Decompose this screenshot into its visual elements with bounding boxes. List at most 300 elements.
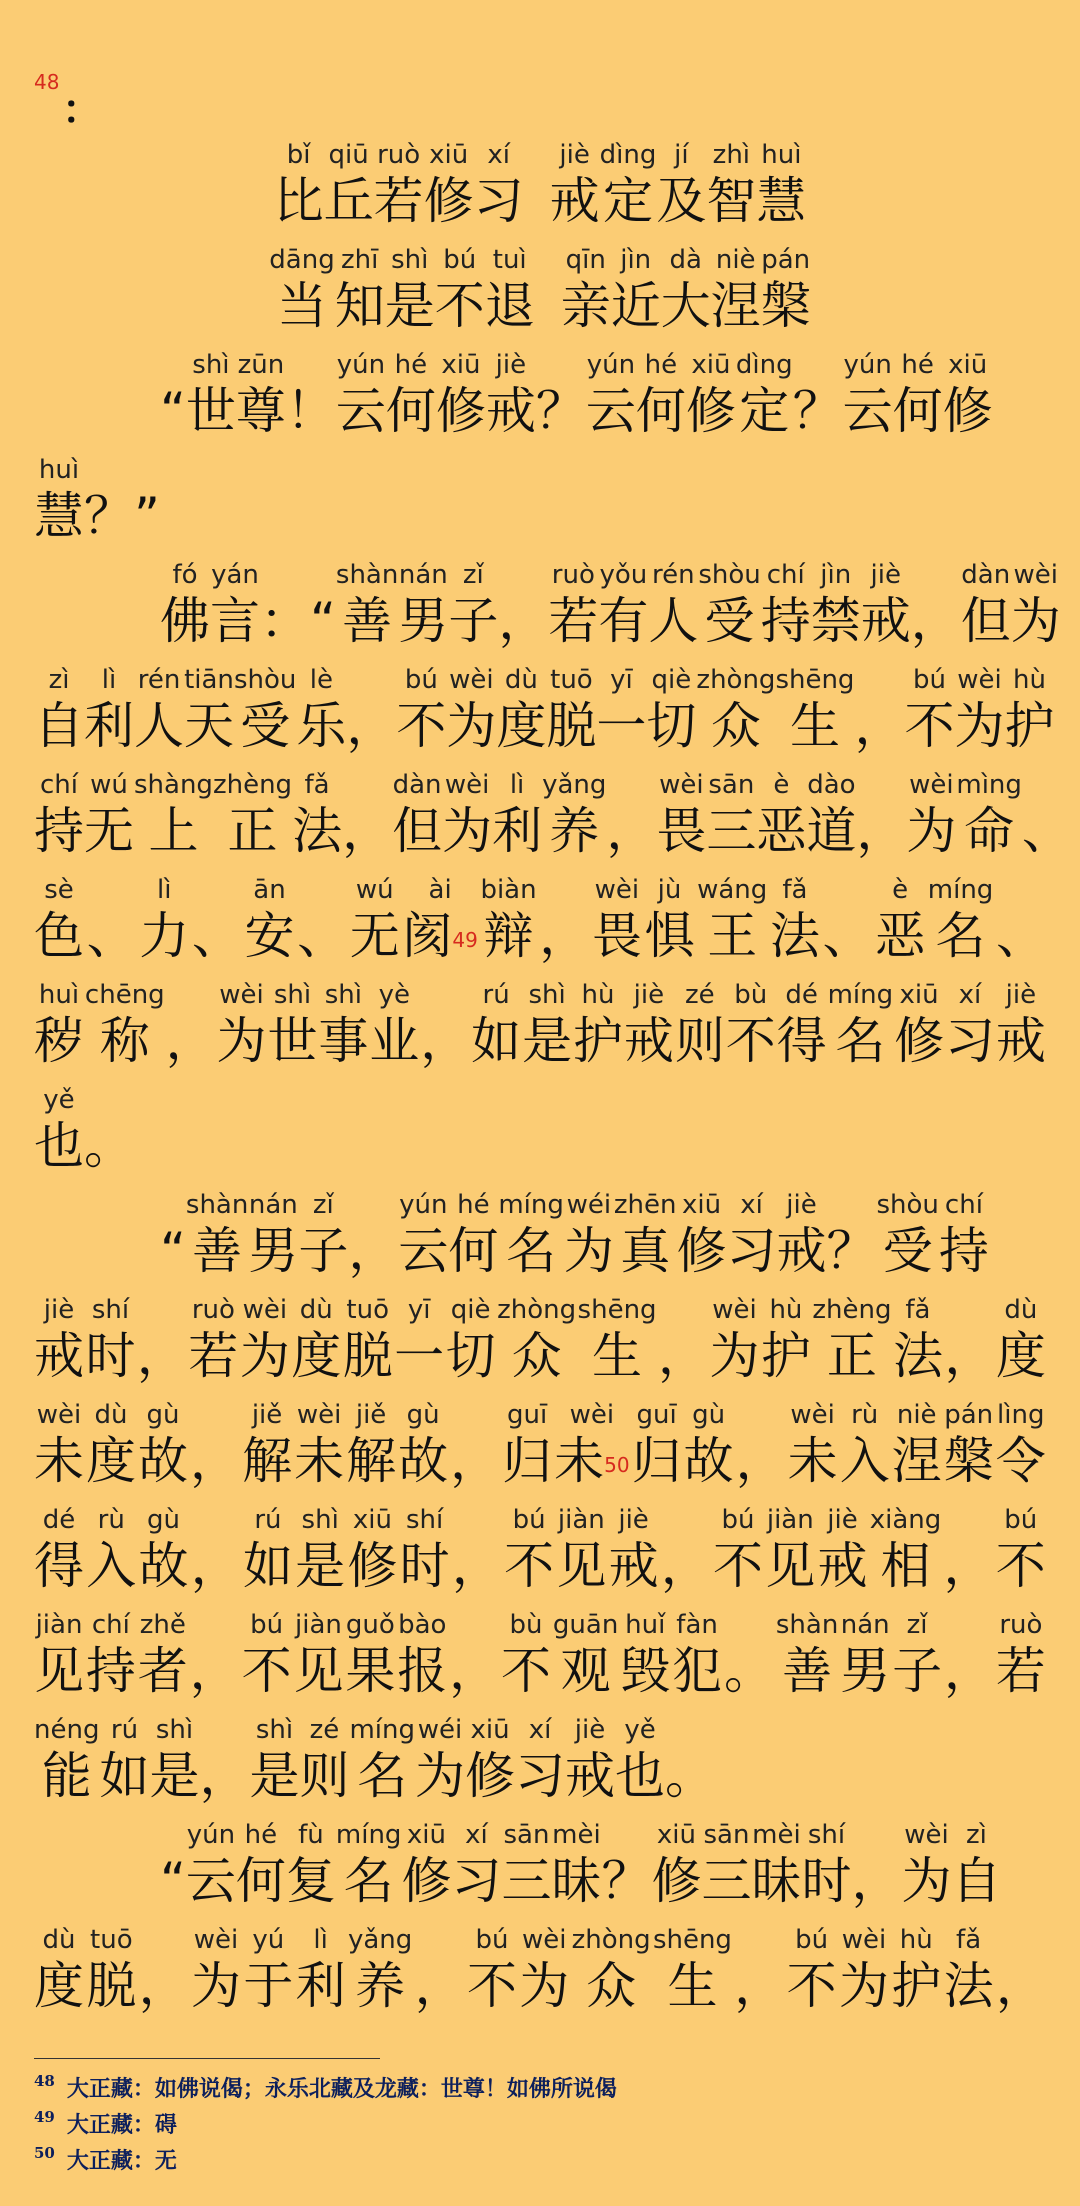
char-with-pinyin [293, 1610, 343, 1702]
hanzi: 众 [511, 1327, 562, 1385]
hanzi: 一 [394, 1327, 445, 1385]
char-with-pinyin [632, 1400, 682, 1492]
hanzi: 修 [423, 172, 474, 230]
pinyin: dù [42, 1925, 76, 1955]
pinyin: wèi [193, 1925, 239, 1955]
hanzi: 道 [806, 802, 857, 860]
hanzi-wrap [964, 800, 1014, 862]
hanzi-wrap [790, 695, 840, 757]
char-with-pinyin [134, 455, 160, 547]
hanzi: 涅 [891, 1432, 942, 1490]
hanzi-wrap [374, 170, 424, 232]
hanzi: 也 [34, 1117, 84, 1175]
char-with-pinyin [343, 1295, 393, 1387]
hanzi: 云 [335, 382, 386, 440]
char-with-pinyin [684, 1400, 734, 1492]
pinyin: sān [503, 1820, 550, 1850]
char-with-pinyin [448, 560, 498, 652]
pinyin: jí [674, 140, 689, 170]
hanzi: 为 [415, 1747, 466, 1805]
hanzi-wrap [240, 1325, 290, 1387]
pinyin: fǎ [782, 875, 808, 905]
hanzi-wrap [291, 1325, 341, 1387]
char-with-pinyin [572, 1925, 651, 2017]
pinyin: tuō [90, 1925, 133, 1955]
char-with-pinyin [611, 245, 661, 337]
hanzi: 众 [586, 1957, 637, 2015]
pinyin: dāng [269, 245, 335, 275]
hanzi: 习 [451, 1852, 502, 1910]
text-line [34, 875, 1046, 967]
hanzi: 是 [522, 1012, 573, 1070]
char-with-pinyin [606, 770, 656, 862]
hanzi: 观 [560, 1642, 611, 1700]
hanzi-wrap [34, 485, 84, 547]
hanzi-wrap [84, 800, 134, 862]
char-with-pinyin [34, 665, 84, 757]
hanzi-wrap [450, 1430, 500, 1492]
pinyin: shì [301, 1505, 339, 1535]
hanzi: 修 [465, 1747, 516, 1805]
hanzi: 云 [585, 382, 636, 440]
hanzi-wrap [894, 1010, 944, 1072]
pinyin: qīn [565, 245, 606, 275]
pinyin: jiè [495, 350, 527, 380]
hanzi: 戒 [34, 1327, 84, 1385]
char-with-pinyin [451, 1820, 501, 1912]
hanzi: ， [735, 1432, 786, 1490]
char-with-pinyin [696, 665, 775, 757]
char-with-pinyin [697, 875, 767, 967]
hanzi-wrap [1011, 590, 1061, 652]
hanzi: ， [943, 1537, 994, 1595]
pinyin: dù [1004, 1295, 1038, 1325]
hanzi-wrap [424, 170, 474, 232]
char-with-pinyin [336, 1820, 402, 1912]
text-line [34, 455, 1046, 547]
hanzi-wrap [601, 1850, 651, 1912]
hanzi: 未 [787, 1432, 838, 1490]
pinyin: yǎng [347, 1925, 413, 1955]
char-with-pinyin [134, 665, 184, 757]
hanzi: 归 [631, 1432, 682, 1490]
hanzi-wrap [713, 1535, 763, 1597]
pinyin: hé [901, 350, 934, 380]
char-with-pinyin [149, 1715, 199, 1807]
pinyin: huì [38, 455, 80, 485]
hanzi-wrap [672, 1640, 722, 1702]
hanzi-wrap [727, 1220, 777, 1282]
hanzi: 为 [906, 802, 957, 860]
char-with-pinyin [415, 1925, 465, 2017]
hanzi-wrap [342, 800, 392, 862]
heading-colon: ： [62, 87, 102, 133]
char-with-pinyin [296, 665, 346, 757]
pinyin: hù [1012, 665, 1046, 695]
hanzi-wrap [402, 905, 477, 967]
hanzi-wrap [217, 1010, 267, 1072]
pinyin: huì [38, 980, 80, 1010]
char-with-pinyin [415, 1715, 465, 1807]
char-with-pinyin [565, 1715, 615, 1807]
pinyin: bú [721, 1505, 755, 1535]
pinyin: dù [299, 1295, 333, 1325]
hanzi: ， [190, 1432, 241, 1490]
hanzi: 自 [34, 697, 84, 755]
char-with-pinyin [961, 560, 1011, 652]
hanzi-wrap [827, 1325, 877, 1387]
hanzi-wrap [34, 1325, 84, 1387]
footnote-ref[interactable]: 50 [604, 1453, 630, 1477]
char-with-pinyin [756, 770, 806, 862]
hanzi: 力 [139, 907, 190, 965]
hanzi: 护 [760, 1327, 811, 1385]
hanzi: 养 [549, 802, 600, 860]
char-with-pinyin [624, 980, 674, 1072]
hanzi: 受 [240, 697, 291, 755]
hanzi-wrap [961, 590, 1011, 652]
hanzi-wrap [448, 590, 498, 652]
hanzi-wrap [34, 1010, 84, 1072]
pinyin: zé [685, 980, 715, 1010]
hanzi: 秽 [34, 1012, 84, 1070]
char-with-pinyin [138, 1400, 188, 1492]
hanzi: ， [451, 1537, 502, 1595]
char-with-pinyin [658, 1295, 708, 1387]
hanzi: 若 [548, 592, 599, 650]
pinyin: bù [734, 980, 768, 1010]
hanzi-wrap [34, 1955, 84, 2017]
pinyin: wú [355, 875, 394, 905]
char-with-pinyin [350, 875, 400, 967]
hanzi: ？ [826, 1222, 877, 1280]
pinyin: bú [512, 1505, 546, 1535]
hanzi: 未 [554, 1432, 605, 1490]
hanzi: 得 [776, 1012, 827, 1070]
hanzi: 是 [149, 1747, 200, 1805]
hanzi-wrap [385, 275, 435, 337]
hanzi: 习 [473, 172, 524, 230]
char-with-pinyin [398, 1400, 448, 1492]
hanzi: 称 [99, 1012, 150, 1070]
char-with-pinyin [812, 1295, 891, 1387]
pinyin: yú [252, 1925, 285, 1955]
hanzi-wrap [100, 1010, 150, 1072]
hanzi-wrap [756, 800, 806, 862]
char-with-pinyin [901, 1820, 951, 1912]
char-with-pinyin [956, 770, 1022, 862]
char-with-pinyin [186, 350, 236, 442]
char-with-pinyin [600, 140, 657, 232]
hanzi-wrap [551, 1850, 601, 1912]
char-with-pinyin [892, 1610, 942, 1702]
char-with-pinyin [553, 1610, 618, 1702]
hanzi-wrap [996, 1640, 1046, 1702]
pinyin: ruò [377, 140, 421, 170]
text-line [34, 1190, 1046, 1282]
hanzi-wrap [86, 1535, 136, 1597]
hanzi-wrap [386, 380, 436, 442]
pinyin: jiè [1005, 980, 1037, 1010]
hanzi-wrap [840, 1640, 890, 1702]
hanzi: 上 [148, 802, 199, 860]
hanzi-wrap [936, 905, 986, 967]
pinyin: zé [309, 1715, 340, 1745]
hanzi: 是 [295, 1537, 346, 1595]
char-with-pinyin [480, 875, 536, 967]
char-with-pinyin [139, 875, 189, 967]
hanzi: 时 [85, 1327, 136, 1385]
char-with-pinyin [564, 1190, 614, 1282]
pinyin: xiàng [869, 1505, 942, 1535]
hanzi-wrap [556, 1535, 606, 1597]
text-line [34, 1820, 1046, 1912]
hanzi-wrap [228, 800, 278, 862]
char-with-pinyin [286, 350, 336, 442]
hanzi-wrap [944, 1955, 994, 2017]
char-with-pinyin [400, 1505, 450, 1597]
pinyin: dé [785, 980, 818, 1010]
pinyin: shòu [234, 665, 297, 695]
hanzi-wrap [392, 800, 442, 862]
char-with-pinyin [522, 980, 572, 1072]
hanzi: 不 [713, 1537, 764, 1595]
hanzi: 戒 [608, 1537, 659, 1595]
hanzi: 定 [739, 382, 790, 440]
hanzi-wrap [296, 1955, 346, 2017]
hanzi-wrap [564, 1220, 614, 1282]
char-with-pinyin [188, 1295, 238, 1387]
char-with-pinyin [840, 1400, 890, 1492]
pinyin: pán [944, 1400, 994, 1430]
pinyin: dù [94, 1400, 128, 1430]
hanzi: 昧 [551, 1852, 602, 1910]
hanzi-wrap [592, 905, 642, 967]
hanzi-wrap [839, 1955, 889, 2017]
hanzi-wrap [149, 1745, 199, 1807]
hanzi: 涅 [710, 277, 761, 335]
pinyin: ài [428, 875, 452, 905]
hanzi-wrap [801, 1850, 851, 1912]
pinyin: mèi [552, 1820, 601, 1850]
hanzi-wrap [620, 1640, 670, 1702]
hanzi: 大 [660, 277, 711, 335]
hanzi: 得 [34, 1537, 84, 1595]
pinyin: xiū [691, 350, 731, 380]
hanzi-wrap [777, 1220, 827, 1282]
pinyin: huǐ [625, 1610, 666, 1640]
pinyin: yǒu [599, 560, 648, 590]
hanzi: 子 [892, 1642, 943, 1700]
hanzi: 度 [291, 1327, 342, 1385]
char-with-pinyin [877, 1190, 939, 1282]
char-with-pinyin [501, 1610, 551, 1702]
char-with-pinyin [34, 1610, 84, 1702]
pinyin: gù [692, 1400, 726, 1430]
pinyin: bú [475, 1925, 509, 1955]
hanzi: 善 [192, 1222, 243, 1280]
pinyin: xí [740, 1190, 763, 1220]
hanzi: 习 [726, 1222, 777, 1280]
hanzi: 事 [318, 1012, 369, 1070]
pinyin: xiū [681, 1190, 722, 1220]
hanzi: 不 [466, 1957, 517, 2015]
char-with-pinyin [636, 350, 686, 442]
hanzi: ！ [285, 382, 336, 440]
pinyin: fǎ [304, 770, 330, 800]
hanzi-wrap [186, 1850, 236, 1912]
char-with-pinyin [236, 350, 286, 442]
hanzi: 命 [964, 802, 1015, 860]
hanzi: 安 [244, 907, 295, 965]
char-with-pinyin [299, 1715, 349, 1807]
hanzi-wrap [996, 1325, 1046, 1387]
char-with-pinyin [486, 350, 536, 442]
pinyin: lì [509, 770, 525, 800]
char-with-pinyin [706, 770, 756, 862]
char-with-pinyin [1011, 560, 1061, 652]
hanzi-wrap [465, 1745, 515, 1807]
char-with-pinyin [86, 1505, 136, 1597]
pinyin: fù [298, 1820, 324, 1850]
hanzi: 辩 [483, 907, 534, 965]
hanzi: 尊 [235, 382, 286, 440]
hanzi: 如 [471, 1012, 522, 1070]
pinyin: zhòng [497, 1295, 577, 1325]
hanzi: 何 [448, 1222, 499, 1280]
char-with-pinyin [34, 1505, 84, 1597]
hanzi: “ [160, 382, 186, 440]
hanzi-wrap [310, 590, 336, 652]
char-with-pinyin [856, 770, 906, 862]
pinyin: wèi [219, 980, 264, 1010]
hanzi: 畏 [591, 907, 642, 965]
char-with-pinyin [840, 1610, 890, 1702]
pinyin: jiě [355, 1400, 387, 1430]
pinyin: pán [761, 245, 811, 275]
pinyin: è [892, 875, 909, 905]
hanzi-wrap [191, 1535, 241, 1597]
pinyin: yún [843, 350, 892, 380]
hanzi-wrap [396, 695, 446, 757]
hanzi: 亲 [560, 277, 611, 335]
footnote-ref[interactable]: 49 [452, 928, 478, 952]
hanzi-wrap [646, 695, 696, 757]
pinyin: jiè [559, 140, 590, 170]
pinyin: shí [807, 1820, 846, 1850]
hanzi: 恶 [875, 907, 926, 965]
pinyin: shì [155, 1715, 194, 1745]
pinyin: sè [44, 875, 74, 905]
hanzi-wrap [881, 1535, 931, 1597]
char-with-pinyin [770, 875, 820, 967]
hanzi: 修 [347, 1537, 398, 1595]
pinyin: lì [101, 665, 117, 695]
hanzi: 戒 [623, 1012, 674, 1070]
hanzi-wrap [561, 1640, 611, 1702]
hanzi-wrap [184, 695, 234, 757]
hanzi: ， [346, 697, 397, 755]
char-with-pinyin [648, 560, 698, 652]
hanzi: 。 [723, 1642, 774, 1700]
hanzi: 为 [190, 1957, 241, 2015]
hanzi: 故 [138, 1432, 189, 1490]
hanzi-wrap [84, 695, 134, 757]
char-with-pinyin [851, 1820, 901, 1912]
pinyin: xiū [441, 350, 481, 380]
pinyin: rén [137, 665, 181, 695]
hanzi-wrap [636, 380, 686, 442]
hanzi: 为 [709, 1327, 760, 1385]
char-with-pinyin [891, 1925, 941, 2017]
pinyin: wáng [697, 875, 768, 905]
char-with-pinyin [823, 875, 873, 967]
hanzi-wrap [451, 1850, 501, 1912]
pinyin: dào [807, 770, 856, 800]
pinyin: sān [708, 770, 755, 800]
hanzi: 见 [293, 1642, 344, 1700]
char-with-pinyin [446, 1295, 496, 1387]
hanzi-wrap [42, 1745, 92, 1807]
hanzi: 修 [685, 382, 736, 440]
hanzi-wrap [893, 380, 943, 442]
char-with-pinyin [713, 1505, 763, 1597]
char-with-pinyin [996, 980, 1046, 1072]
hanzi: ， [856, 802, 907, 860]
pinyin: xí [487, 140, 510, 170]
pinyin: yī [407, 1295, 431, 1325]
char-with-pinyin [292, 770, 342, 862]
pinyin: huì [761, 140, 802, 170]
char-with-pinyin [249, 1715, 299, 1807]
hanzi-wrap [139, 1955, 189, 2017]
pinyin: shēng [775, 665, 855, 695]
hanzi: 复 [285, 1852, 336, 1910]
char-with-pinyin [675, 980, 725, 1072]
char-with-pinyin [788, 1400, 838, 1492]
hanzi: 戒 [776, 1222, 827, 1280]
pinyin: rù [97, 1505, 125, 1535]
hanzi-wrap [243, 1955, 293, 2017]
char-with-pinyin [1004, 665, 1054, 757]
hanzi: ， [189, 1642, 240, 1700]
hanzi-wrap [210, 590, 260, 652]
char-with-pinyin [665, 1715, 715, 1807]
hanzi-wrap [267, 1010, 317, 1072]
char-with-pinyin [465, 1715, 515, 1807]
pinyin: néng [34, 1715, 100, 1745]
pinyin: lì [313, 1925, 328, 1955]
hanzi-wrap [492, 800, 542, 862]
hanzi: 惧 [644, 907, 695, 965]
hanzi-wrap [944, 1535, 994, 1597]
hanzi-wrap [398, 1220, 448, 1282]
hanzi-wrap [452, 1535, 502, 1597]
pinyin: shòu [698, 560, 761, 590]
hanzi-wrap [134, 485, 160, 547]
pinyin: zì [48, 665, 70, 695]
char-with-pinyin [556, 1505, 606, 1597]
pinyin: guī [636, 1400, 677, 1430]
hanzi: 为 [838, 1957, 889, 2015]
hanzi-wrap [951, 1850, 1001, 1912]
hanzi-wrap [296, 695, 346, 757]
char-with-pinyin [34, 1715, 99, 1807]
hanzi: ， [450, 1432, 501, 1490]
hanzi: 槃 [760, 277, 811, 335]
hanzi-wrap [756, 170, 806, 232]
hanzi: 云 [185, 1852, 236, 1910]
